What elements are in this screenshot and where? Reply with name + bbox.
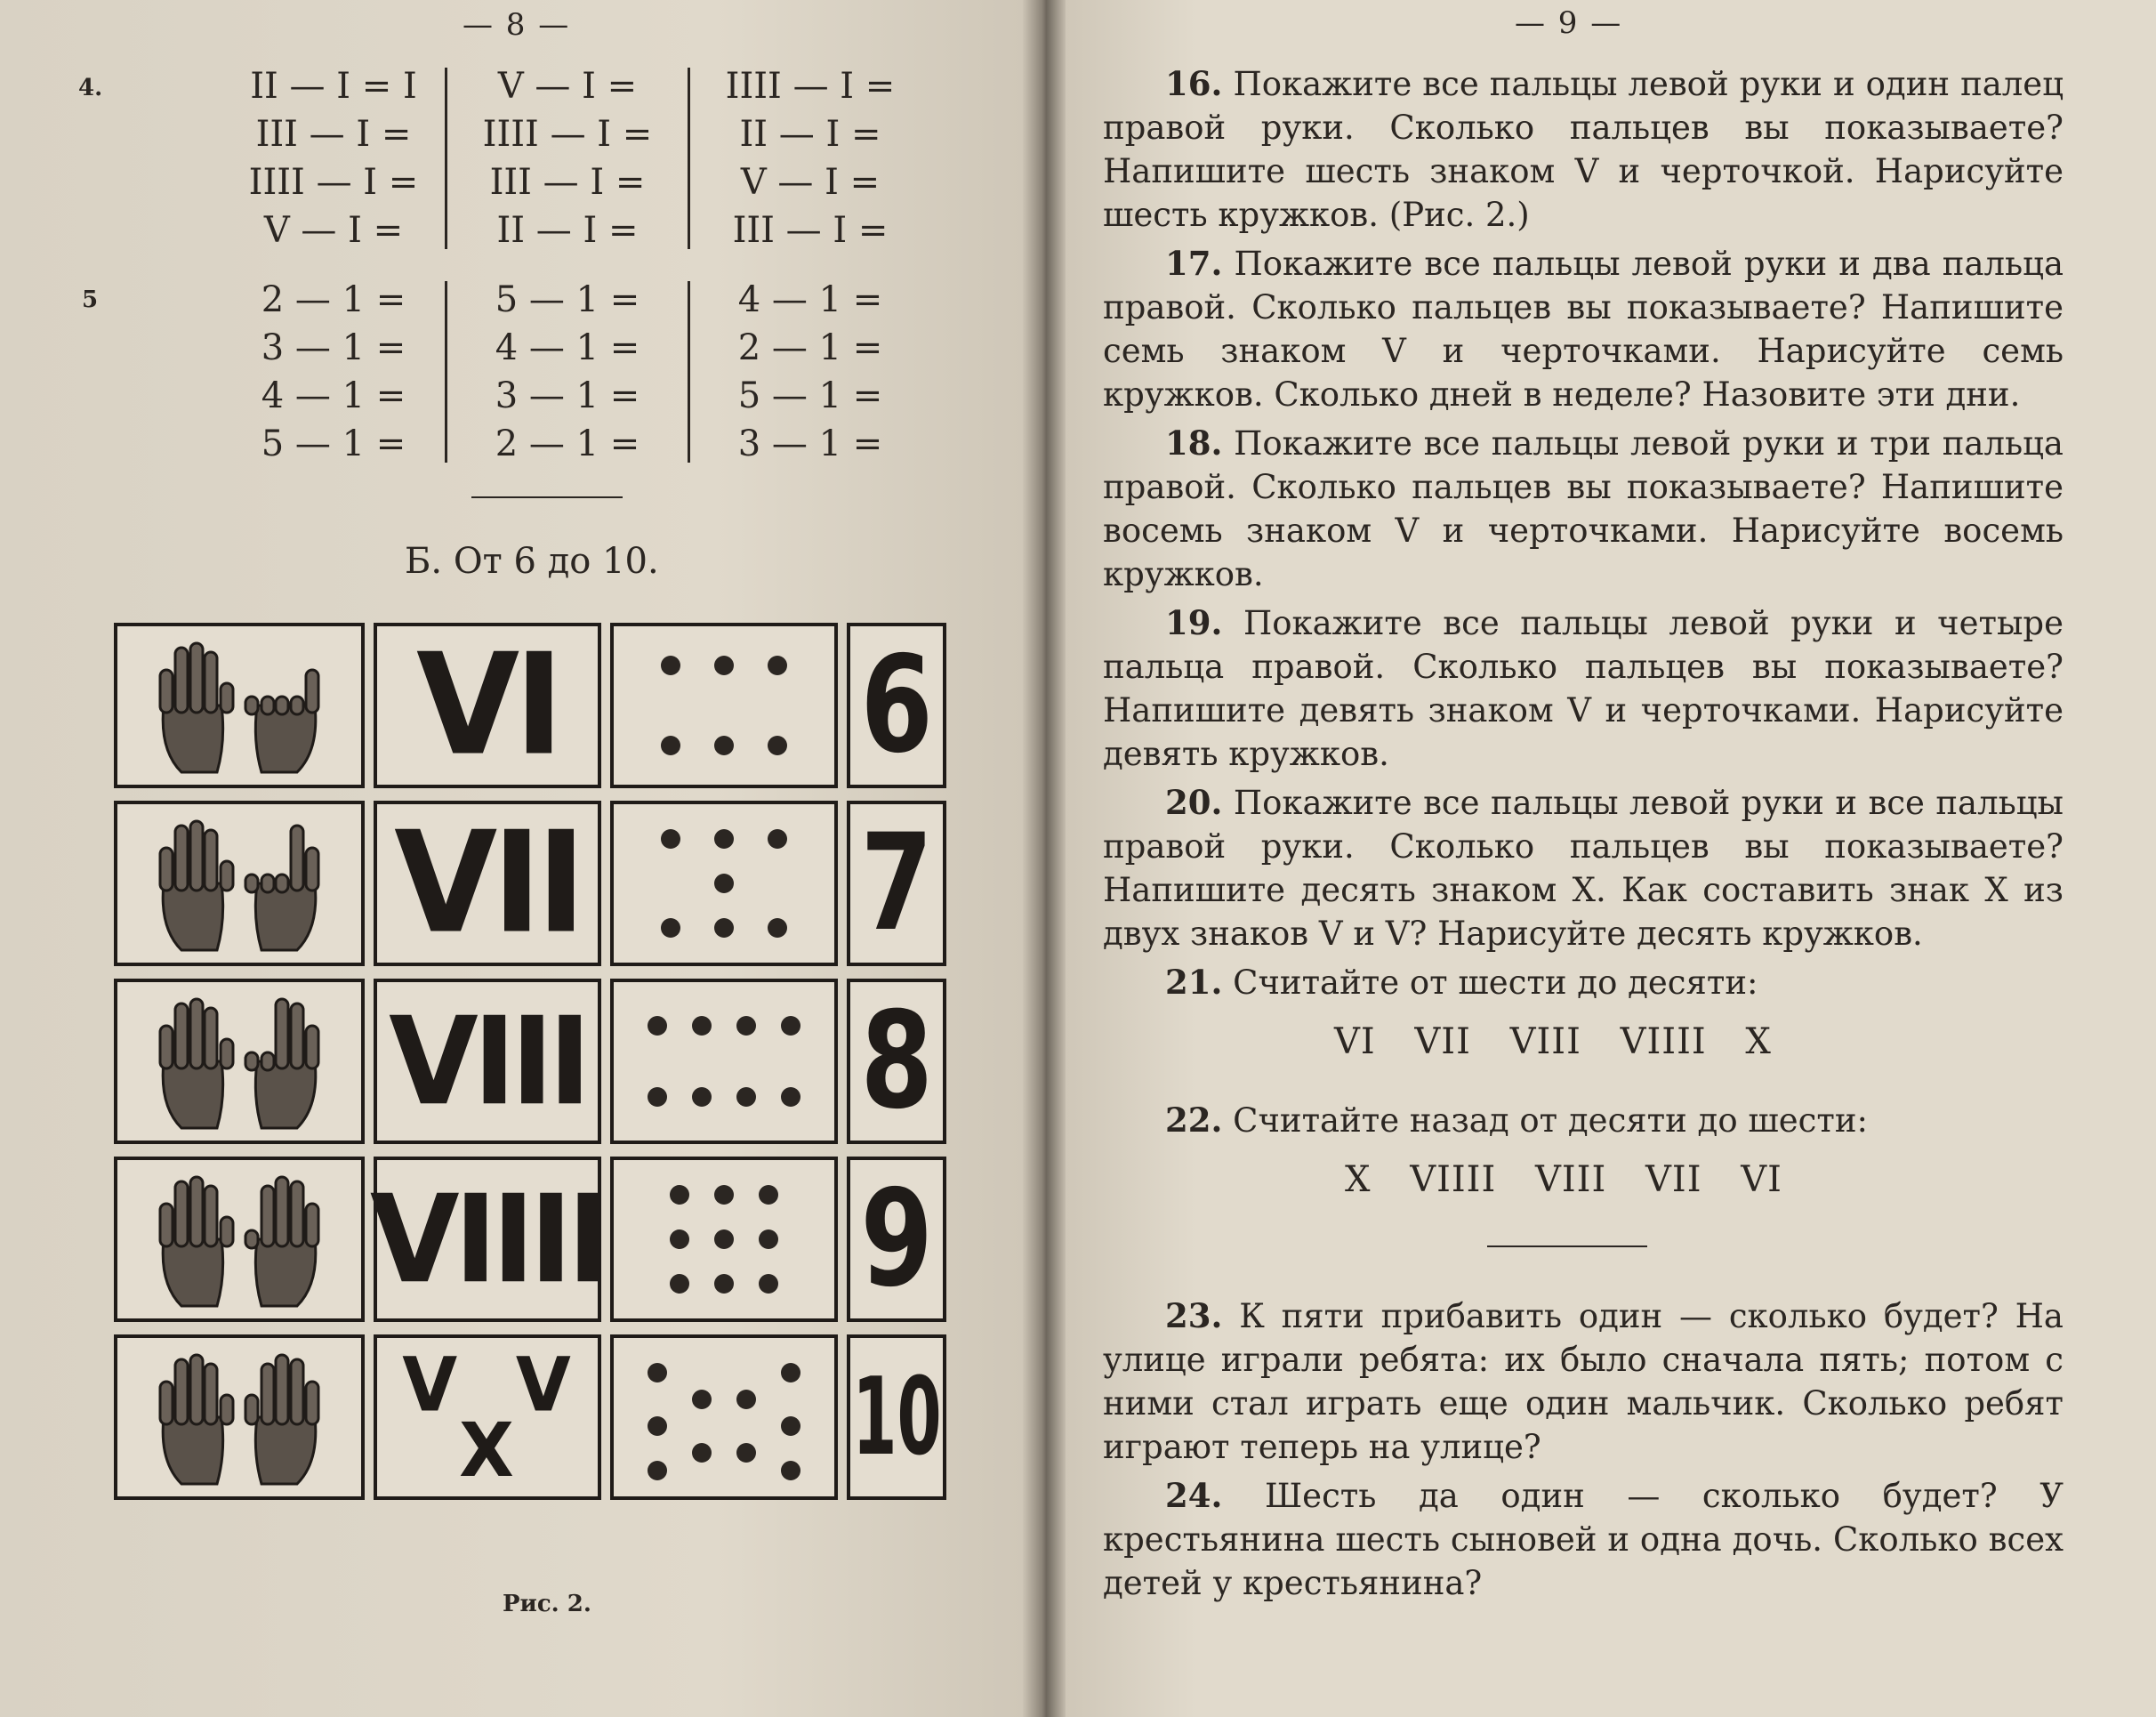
exercise-4-number: 4. bbox=[78, 75, 103, 101]
hand-right-icon bbox=[239, 812, 337, 955]
exercise-5-col-1 bbox=[240, 276, 427, 468]
arabic-numeral: 7 bbox=[860, 806, 933, 961]
hands-cell-8 bbox=[114, 979, 365, 1144]
roman-numeral: V X V bbox=[402, 1341, 573, 1494]
exercise-cell: II — I = bbox=[739, 114, 881, 155]
dot-mark bbox=[768, 656, 787, 675]
column-divider bbox=[688, 68, 690, 249]
exercise-4-col-3 bbox=[708, 62, 913, 254]
exercise-18 bbox=[1103, 422, 2063, 596]
exercise-cell: IIII — I = bbox=[482, 114, 653, 155]
dot-mark bbox=[661, 656, 680, 675]
dot-mark bbox=[781, 1416, 800, 1436]
arabic-numeral: 6 bbox=[860, 628, 933, 783]
dot-mark bbox=[714, 874, 734, 893]
dot-mark bbox=[714, 1229, 734, 1249]
exercise-4-col-1 bbox=[240, 62, 427, 254]
hand-left-icon bbox=[141, 990, 239, 1133]
exercise-5-col-2 bbox=[465, 276, 670, 468]
hand-left-icon bbox=[141, 1168, 239, 1310]
arabic-cell-7 bbox=[847, 801, 946, 966]
exercise-cell: V — I = bbox=[740, 162, 881, 203]
right-page-text-top bbox=[1103, 62, 2063, 1010]
dot-mark bbox=[714, 1274, 734, 1294]
exercise-5-col-3 bbox=[708, 276, 913, 468]
exercise-cell: 3 — 1 = bbox=[261, 327, 406, 368]
dot-mark bbox=[670, 1185, 689, 1205]
exercise-16 bbox=[1103, 62, 2063, 237]
exercise-number: 23. bbox=[1165, 1296, 1223, 1335]
page-number-left: — 8 — bbox=[463, 7, 571, 43]
hand-right-icon bbox=[239, 1346, 337, 1488]
dot-mark bbox=[692, 1390, 712, 1409]
roman-cell-9 bbox=[369, 1157, 606, 1322]
roman-cell-8 bbox=[374, 979, 601, 1144]
hands-cell-7 bbox=[114, 801, 365, 966]
roman-numeral: VI bbox=[416, 624, 559, 787]
arabic-numeral: 8 bbox=[860, 984, 933, 1139]
dot-mark bbox=[648, 1461, 667, 1480]
exercise-text: Покажите все пальцы левой руки и четыре пальца правой. Сколько пальцев вы показываете? Напишите девять знаком V и черточками. Нарисуйте девять кружков. bbox=[1103, 604, 2064, 773]
dot-mark bbox=[759, 1185, 778, 1205]
exercise-text: Покажите все пальцы левой руки и два пальца правой. Сколько пальцев вы показываете? Напишите семь знаком V и черточками. Нарисуйте семь кружков. Сколько дней в неделе? Назовите эти дни. bbox=[1103, 245, 2064, 414]
dot-mark bbox=[714, 829, 734, 849]
exercise-17 bbox=[1103, 242, 2063, 416]
exercise-cell: 4 — 1 = bbox=[261, 375, 406, 416]
dot-mark bbox=[648, 1416, 667, 1436]
count-down-sequence: X VIIII VIII VII VI bbox=[1345, 1159, 1782, 1200]
dot-mark bbox=[648, 1363, 667, 1382]
dot-mark bbox=[661, 829, 680, 849]
dot-mark bbox=[714, 1185, 734, 1205]
dot-mark bbox=[736, 1390, 756, 1409]
left-page bbox=[0, 0, 1023, 1717]
exercise-cell: III — I = bbox=[732, 210, 889, 251]
arabic-numeral: 9 bbox=[860, 1162, 933, 1317]
exercise-number: 19. bbox=[1165, 603, 1223, 642]
column-divider bbox=[688, 281, 690, 463]
dot-mark bbox=[661, 918, 680, 938]
roman-numeral: VII bbox=[394, 802, 581, 965]
exercise-cell: IIII — I = bbox=[248, 162, 419, 203]
count-up-sequence: VI VII VIII VIIII X bbox=[1334, 1021, 1772, 1062]
exercise-number: 17. bbox=[1165, 244, 1223, 283]
dots-cell-6 bbox=[610, 623, 838, 788]
exercise-19 bbox=[1103, 601, 2063, 776]
dots-cell-10 bbox=[610, 1334, 838, 1500]
exercise-number: 21. bbox=[1165, 963, 1223, 1002]
exercise-number: 22. bbox=[1165, 1100, 1223, 1140]
exercise-24 bbox=[1103, 1474, 2063, 1605]
exercise-21 bbox=[1103, 961, 2063, 1004]
dot-mark bbox=[736, 1443, 756, 1463]
section-separator-right bbox=[1487, 1245, 1647, 1247]
exercise-text: К пяти прибавить один — сколько будет? На улице играли ребята: их было сначала пять; потом с ними стал играть еще один мальчик. Сколько ребят играют теперь на улице? bbox=[1103, 1297, 2063, 1466]
dot-mark bbox=[781, 1016, 800, 1036]
exercise-number: 18. bbox=[1165, 423, 1223, 463]
arabic-cell-8 bbox=[847, 979, 946, 1144]
dot-mark bbox=[692, 1016, 712, 1036]
exercise-4-table bbox=[240, 62, 913, 254]
dot-mark bbox=[736, 1087, 756, 1107]
section-title: Б. От 6 до 10. bbox=[405, 541, 659, 582]
exercise-text: Покажите все пальцы левой руки и один палец правой руки. Сколько пальцев вы показываете? Напишите шесть знаком V и черточкой. Нарисуйте шесть кружков. (Рис. 2.) bbox=[1103, 65, 2064, 234]
roman-numeral: VIII bbox=[389, 990, 586, 1133]
exercise-cell: 2 — 1 = bbox=[261, 279, 406, 320]
exercise-cell: IIII — I = bbox=[725, 66, 896, 107]
exercise-text: Покажите все пальцы левой руки и все пальцы правой руки. Сколько пальцев вы показываете? Напишите десять знаком X. Как составить знак X из двух знаков V и V? Нарисуйте десять кружков. bbox=[1103, 784, 2064, 953]
exercise-cell: 4 — 1 = bbox=[495, 327, 640, 368]
roman-cell-6 bbox=[374, 623, 601, 788]
figure-2-grid bbox=[114, 623, 946, 1500]
dot-mark bbox=[736, 1016, 756, 1036]
exercise-22 bbox=[1103, 1099, 2063, 1148]
arabic-cell-9 bbox=[847, 1157, 946, 1322]
exercise-cell: 3 — 1 = bbox=[737, 423, 883, 464]
exercise-cell: II — I = I bbox=[250, 66, 417, 107]
exercise-4-col-2 bbox=[465, 62, 670, 254]
exercise-text: Шесть да один — сколько будет? У крестьянина шесть сыновей и одна дочь. Сколько всех детей у крестьянина? bbox=[1103, 1477, 2063, 1602]
dot-mark bbox=[670, 1274, 689, 1294]
dot-mark bbox=[648, 1016, 667, 1036]
exercise-23 bbox=[1103, 1294, 2063, 1469]
exercise-cell: 3 — 1 = bbox=[495, 375, 640, 416]
hand-left-icon bbox=[141, 812, 239, 955]
dot-mark bbox=[714, 656, 734, 675]
dot-mark bbox=[661, 736, 680, 755]
dot-mark bbox=[781, 1461, 800, 1480]
hand-left-icon bbox=[141, 634, 239, 777]
dot-mark bbox=[768, 918, 787, 938]
exercise-cell: V — I = bbox=[497, 66, 638, 107]
right-page-text-bottom bbox=[1103, 1294, 2063, 1610]
hands-cell-6 bbox=[114, 623, 365, 788]
dots-cell-7 bbox=[610, 801, 838, 966]
column-divider bbox=[445, 281, 447, 463]
hand-left-icon bbox=[141, 1346, 239, 1488]
arabic-cell-10 bbox=[847, 1334, 946, 1500]
exercise-5-number: 5 bbox=[82, 286, 99, 313]
section-separator bbox=[471, 496, 623, 498]
exercise-20 bbox=[1103, 781, 2063, 955]
exercise-number: 16. bbox=[1165, 64, 1223, 103]
exercise-text: Покажите все пальцы левой руки и три пальца правой. Сколько пальцев вы показываете? Напишите восемь знаком V и черточками. Нарисуйте восемь кружков. bbox=[1103, 424, 2063, 593]
dot-mark bbox=[648, 1087, 667, 1107]
hands-cell-9 bbox=[114, 1157, 365, 1322]
hand-right-icon bbox=[239, 990, 337, 1133]
exercise-cell: 5 — 1 = bbox=[495, 279, 640, 320]
exercise-5-table bbox=[240, 276, 913, 468]
dot-mark bbox=[714, 736, 734, 755]
exercise-number: 20. bbox=[1165, 783, 1223, 822]
roman-cell-10 bbox=[374, 1334, 601, 1500]
exercise-cell: 2 — 1 = bbox=[495, 423, 640, 464]
dot-mark bbox=[781, 1087, 800, 1107]
roman-cell-7 bbox=[374, 801, 601, 966]
exercise-cell: II — I = bbox=[496, 210, 639, 251]
arabic-cell-6 bbox=[847, 623, 946, 788]
dot-mark bbox=[692, 1087, 712, 1107]
exercise-cell: 4 — 1 = bbox=[737, 279, 883, 320]
figure-caption: Рис. 2. bbox=[503, 1591, 591, 1617]
exercise-text: Считайте назад от десяти до шести: bbox=[1233, 1101, 1868, 1140]
exercise-text: Считайте от шести до десяти: bbox=[1233, 963, 1758, 1002]
exercise-cell: III — I = bbox=[255, 114, 412, 155]
roman-numeral: VIIII bbox=[369, 1168, 606, 1310]
exercise-cell: 5 — 1 = bbox=[737, 375, 883, 416]
hand-right-icon bbox=[239, 1168, 337, 1310]
exercise-cell: 2 — 1 = bbox=[737, 327, 883, 368]
dots-cell-8 bbox=[610, 979, 838, 1144]
dot-mark bbox=[768, 829, 787, 849]
book-gutter bbox=[1023, 0, 1066, 1717]
dot-mark bbox=[759, 1229, 778, 1249]
dot-mark bbox=[768, 736, 787, 755]
dot-mark bbox=[759, 1274, 778, 1294]
exercise-cell: III — I = bbox=[489, 162, 646, 203]
exercise-number: 24. bbox=[1165, 1476, 1223, 1515]
exercise-cell: V — I = bbox=[263, 210, 404, 251]
dot-mark bbox=[670, 1229, 689, 1249]
dot-mark bbox=[781, 1363, 800, 1382]
hands-cell-10 bbox=[114, 1334, 365, 1500]
exercise-cell: 5 — 1 = bbox=[261, 423, 406, 464]
dots-cell-9 bbox=[610, 1157, 838, 1322]
dot-mark bbox=[692, 1443, 712, 1463]
column-divider bbox=[445, 68, 447, 249]
arabic-numeral: 10 bbox=[851, 1355, 942, 1479]
hand-right-icon bbox=[239, 634, 337, 777]
page-number-right: — 9 — bbox=[1515, 5, 1623, 41]
dot-mark bbox=[714, 918, 734, 938]
